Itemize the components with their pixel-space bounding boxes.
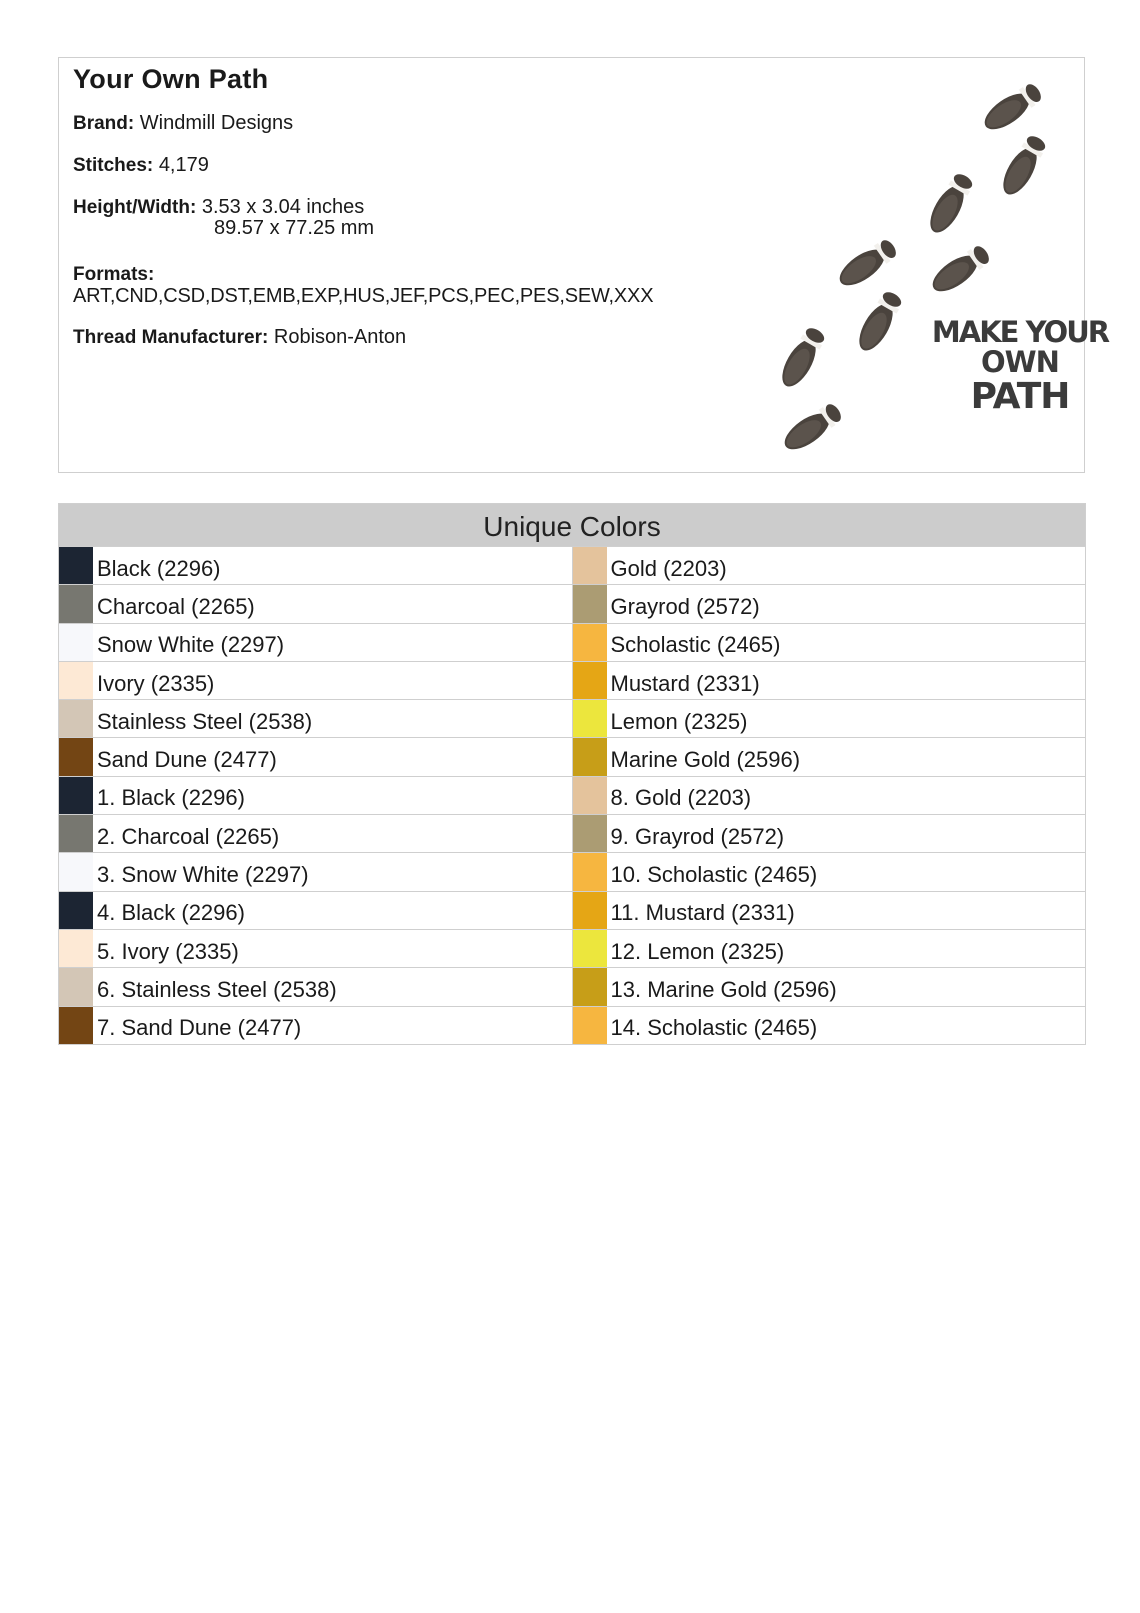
svg-text:PATH: PATH	[970, 376, 1070, 417]
color-swatch	[59, 815, 93, 852]
color-swatch	[59, 547, 93, 584]
color-name: 11. Mustard (2331)	[610, 900, 795, 926]
color-name: Gold (2203)	[610, 555, 727, 581]
color-row	[573, 737, 1086, 775]
colors-grid	[59, 546, 1085, 1044]
color-name: Black (2296)	[97, 555, 221, 581]
formats-label: Formats:	[73, 264, 155, 285]
footprint-icon	[997, 132, 1050, 199]
design-preview-image	[734, 66, 1109, 466]
color-swatch	[59, 662, 93, 699]
color-swatch	[59, 892, 93, 929]
height-width-label: Height/Width:	[73, 197, 197, 218]
color-swatch	[573, 968, 607, 1005]
color-name: 6. Stainless Steel (2538)	[97, 976, 337, 1002]
colors-column-right	[573, 546, 1086, 1044]
color-name: 3. Snow White (2297)	[97, 862, 309, 888]
color-row	[573, 776, 1086, 814]
color-swatch	[573, 738, 607, 775]
color-swatch	[573, 853, 607, 890]
color-swatch	[59, 738, 93, 775]
footprint-icon	[776, 324, 829, 391]
color-name: Snow White (2297)	[97, 632, 285, 658]
color-swatch	[59, 585, 93, 622]
color-swatch	[59, 930, 93, 967]
design-title: Your Own Path	[73, 64, 269, 94]
color-row	[59, 661, 572, 699]
color-name: 1. Black (2296)	[97, 785, 245, 811]
color-row	[573, 929, 1086, 967]
svg-text:OWN: OWN	[981, 345, 1059, 379]
color-name: Ivory (2335)	[97, 670, 215, 696]
thread-value: Robison-Anton	[273, 326, 407, 348]
color-row	[59, 967, 572, 1005]
brand-value: Windmill Designs	[139, 112, 294, 134]
logo-text	[932, 315, 1110, 417]
color-row	[59, 737, 572, 775]
color-name: Stainless Steel (2538)	[97, 708, 313, 734]
formats-value: ART,CND,CSD,DST,EMB,EXP,HUS,JEF,PCS,PEC,PES,SEW,XXX	[73, 285, 654, 307]
color-row	[573, 546, 1086, 584]
color-name: Marine Gold (2596)	[610, 747, 801, 773]
footprint-icon	[779, 400, 845, 456]
color-name: 4. Black (2296)	[97, 900, 245, 926]
color-row	[59, 699, 572, 737]
color-swatch	[59, 1007, 93, 1044]
color-row	[59, 623, 572, 661]
color-name: 10. Scholastic (2465)	[610, 862, 818, 888]
color-row	[573, 852, 1086, 890]
color-name: 13. Marine Gold (2596)	[610, 976, 837, 1002]
height-width-row	[73, 196, 364, 219]
size-mm: 89.57 x 77.25 mm	[214, 217, 375, 239]
color-row	[59, 546, 572, 584]
color-row	[573, 661, 1086, 699]
color-name: 2. Charcoal (2265)	[97, 823, 280, 849]
color-name: 7. Sand Dune (2477)	[97, 1015, 302, 1041]
color-row	[59, 929, 572, 967]
color-name: 9. Grayrod (2572)	[610, 823, 785, 849]
size-inches: 3.53 x 3.04 inches	[201, 196, 365, 218]
color-swatch	[59, 968, 93, 1005]
color-row	[573, 1006, 1086, 1044]
color-name: Charcoal (2265)	[97, 593, 255, 619]
color-row	[59, 852, 572, 890]
color-row	[59, 1006, 572, 1044]
color-row	[573, 584, 1086, 622]
stitches-value: 4,179	[158, 154, 209, 176]
colors-column-left	[59, 546, 573, 1044]
color-name: 12. Lemon (2325)	[610, 938, 785, 964]
color-row	[573, 623, 1086, 661]
stitches-label: Stitches:	[73, 155, 154, 176]
color-swatch	[573, 624, 607, 661]
color-row	[59, 814, 572, 852]
footprint-icon	[834, 236, 900, 292]
color-row	[573, 699, 1086, 737]
color-swatch	[573, 777, 607, 814]
footprint-icon	[927, 242, 993, 298]
design-info-panel	[58, 57, 1109, 473]
color-swatch	[573, 547, 607, 584]
brand-label: Brand:	[73, 113, 135, 134]
color-swatch	[573, 1007, 607, 1044]
color-swatch	[573, 892, 607, 929]
svg-text:MAKE YOUR: MAKE YOUR	[931, 315, 1109, 349]
color-name: Grayrod (2572)	[610, 593, 760, 619]
footprint-icon	[924, 170, 977, 237]
color-name: Sand Dune (2477)	[97, 747, 277, 773]
color-swatch	[573, 700, 607, 737]
color-swatch	[59, 624, 93, 661]
color-name: 8. Gold (2203)	[610, 785, 752, 811]
color-row	[573, 967, 1086, 1005]
color-swatch	[573, 930, 607, 967]
color-name: Mustard (2331)	[610, 670, 760, 696]
footprint-icon	[979, 80, 1045, 136]
footprint-icon	[853, 288, 906, 355]
color-name: 5. Ivory (2335)	[97, 938, 239, 964]
thread-label: Thread Manufacturer:	[73, 327, 269, 348]
color-row	[59, 891, 572, 929]
color-name: Scholastic (2465)	[610, 632, 781, 658]
color-row	[59, 584, 572, 622]
color-swatch	[573, 662, 607, 699]
thread-row	[73, 326, 406, 349]
color-row	[573, 814, 1086, 852]
color-name: 14. Scholastic (2465)	[610, 1015, 818, 1041]
brand-row	[73, 112, 293, 135]
color-swatch	[573, 815, 607, 852]
unique-colors-table	[58, 503, 1086, 1045]
color-row	[59, 776, 572, 814]
color-name: Lemon (2325)	[610, 708, 748, 734]
color-swatch	[59, 700, 93, 737]
color-swatch	[59, 777, 93, 814]
color-swatch	[573, 585, 607, 622]
color-swatch	[59, 853, 93, 890]
stitches-row	[73, 154, 209, 177]
unique-colors-header: Unique Colors	[59, 504, 1085, 546]
color-row	[573, 891, 1086, 929]
